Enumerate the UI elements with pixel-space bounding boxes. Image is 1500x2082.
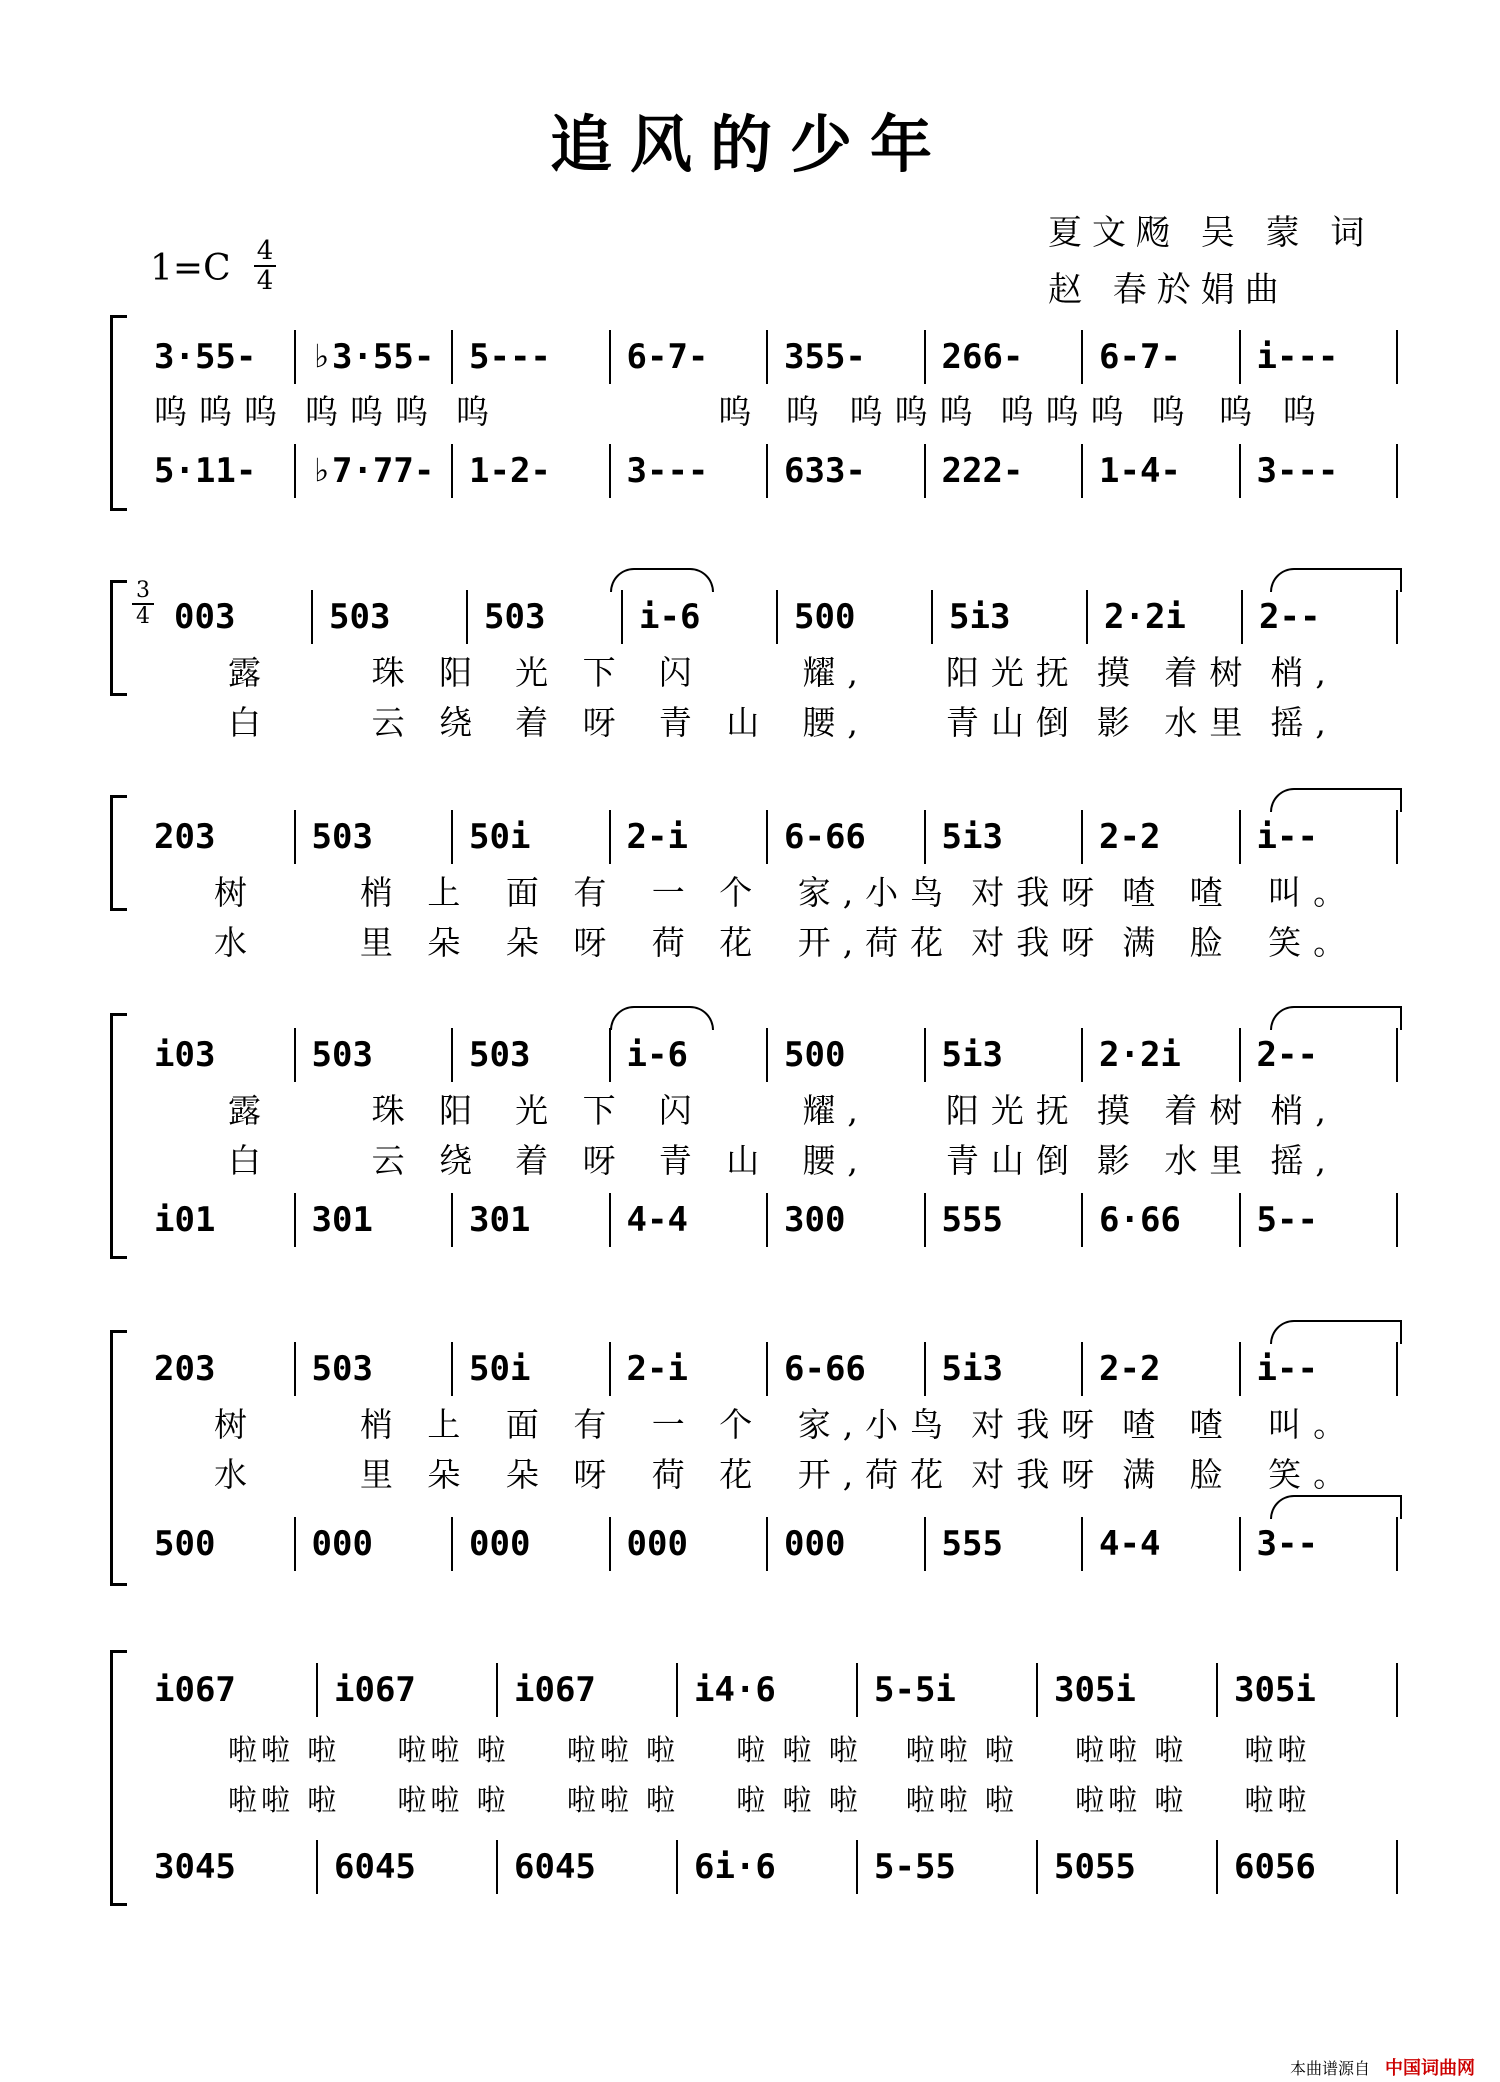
tie bbox=[1270, 788, 1402, 812]
measure: i067 bbox=[154, 1670, 236, 1710]
lyric: 树 bbox=[214, 1405, 259, 1444]
footer-site-link[interactable]: 中国词曲网 bbox=[1385, 2058, 1475, 2079]
measure: 3-- bbox=[1239, 1517, 1399, 1571]
slur bbox=[610, 1006, 714, 1030]
slur bbox=[610, 568, 714, 592]
lyric: 喳 喳 bbox=[1122, 873, 1235, 912]
measure: 5-55 bbox=[856, 1840, 1036, 1894]
measure: 3--- bbox=[1239, 444, 1399, 498]
lyric: 啦啦 啦 bbox=[397, 1733, 510, 1767]
lyric: 闪 bbox=[658, 653, 704, 692]
measure: 203 bbox=[154, 817, 216, 857]
lyric: 青 山 bbox=[658, 703, 772, 742]
lyric: 白 bbox=[228, 1141, 273, 1180]
lyric: 满 脸 bbox=[1122, 1455, 1235, 1494]
lyric: 面 有 bbox=[505, 1405, 619, 1444]
measure: 2-- bbox=[1241, 590, 1398, 644]
measure: 5·11- bbox=[154, 451, 257, 491]
lyric: 闪 bbox=[658, 1091, 704, 1130]
lyric: 光 下 bbox=[515, 1091, 628, 1130]
measure: 555 bbox=[924, 1517, 1082, 1571]
measure: 2·2i bbox=[1086, 590, 1241, 644]
measure: 6-7- bbox=[609, 330, 767, 384]
system-3-brace bbox=[110, 795, 127, 911]
measure: 555 bbox=[924, 1193, 1082, 1247]
lyric: 呜呜呜 bbox=[849, 392, 985, 431]
system-3-top-staff bbox=[138, 810, 1398, 864]
lyric: 摇, bbox=[1270, 1141, 1338, 1180]
lyric: 影 水里 bbox=[1096, 703, 1255, 742]
system-1-lyrics bbox=[138, 387, 1398, 437]
lyric: 一 个 bbox=[651, 873, 765, 912]
lyric: 喳 喳 bbox=[1122, 1405, 1235, 1444]
measure: 5i3 bbox=[924, 1028, 1082, 1082]
footer-source-label: 本曲谱源自 bbox=[1290, 2059, 1371, 2078]
lyric: 里 朵 bbox=[359, 1455, 473, 1494]
lyric: 树 bbox=[214, 873, 259, 912]
lyric: 荷 花 bbox=[651, 1455, 765, 1494]
lyric: 梢 上 bbox=[359, 1405, 473, 1444]
system-6-lyrics-verse-1 bbox=[138, 1725, 1398, 1775]
lyric: 啦啦 啦 bbox=[905, 1783, 1018, 1817]
lyric: 梢, bbox=[1270, 1091, 1338, 1130]
measure: 2-i bbox=[609, 810, 767, 864]
lyric: 水 bbox=[214, 1455, 259, 1494]
system-3-lyrics-verse-2 bbox=[138, 918, 1398, 968]
lyric: 呜 呜 bbox=[1151, 392, 1265, 431]
lyric: 朵 呀 bbox=[505, 1455, 619, 1494]
measure: i-6 bbox=[609, 1028, 767, 1082]
lyric: 啦啦 啦 bbox=[566, 1733, 680, 1767]
measure: i067 bbox=[316, 1663, 496, 1717]
lyric: 啦啦 啦 bbox=[397, 1783, 510, 1817]
system-5-bottom-staff bbox=[138, 1517, 1398, 1571]
system-6-lyrics-verse-2 bbox=[138, 1775, 1398, 1825]
measure: i01 bbox=[154, 1200, 216, 1240]
system-5-top-staff bbox=[138, 1342, 1398, 1396]
system-4-lyrics-verse-2 bbox=[138, 1136, 1398, 1186]
lyric: 露 bbox=[228, 1091, 273, 1130]
measure: 2-2 bbox=[1081, 1342, 1239, 1396]
measure: 5i3 bbox=[924, 810, 1082, 864]
measure: 4-4 bbox=[1081, 1517, 1239, 1571]
measure: 3·55- bbox=[154, 337, 257, 377]
system-2-brace bbox=[110, 580, 127, 696]
measure: 5055 bbox=[1036, 1840, 1216, 1894]
lyric: 阳光抚 bbox=[945, 653, 1081, 692]
lyric: 青 山 bbox=[658, 1141, 772, 1180]
lyric: 呜呜呜 bbox=[1000, 392, 1136, 431]
lyric: 耀, bbox=[802, 1091, 870, 1130]
lyric: 叫。 bbox=[1268, 873, 1359, 912]
system-2-top-staff bbox=[138, 590, 1398, 644]
measure: 5--- bbox=[451, 330, 609, 384]
lyric: 摸 着树 bbox=[1096, 653, 1255, 692]
measure: 2·2i bbox=[1081, 1028, 1239, 1082]
lyric: 呜呜呜 bbox=[154, 392, 289, 431]
measure: 633- bbox=[766, 444, 924, 498]
time-signature-3-4: 3 4 bbox=[130, 580, 156, 628]
measure: i-6 bbox=[621, 590, 776, 644]
measure: 2-2 bbox=[1081, 810, 1239, 864]
measure: 6·66 bbox=[1081, 1193, 1239, 1247]
lyric: 珠 阳 bbox=[371, 1091, 485, 1130]
system-4-top-staff bbox=[138, 1028, 1398, 1082]
lyric: 梢, bbox=[1270, 653, 1338, 692]
measure: 5-5i bbox=[856, 1663, 1036, 1717]
page-title: 追风的少年 bbox=[549, 108, 950, 181]
measure: i-- bbox=[1239, 810, 1399, 864]
lyric: 面 有 bbox=[505, 873, 619, 912]
system-5-brace bbox=[110, 1330, 127, 1586]
system-5-lyrics-verse-1 bbox=[138, 1400, 1398, 1450]
measure: 222- bbox=[924, 444, 1082, 498]
system-6-bottom-staff bbox=[138, 1840, 1398, 1894]
measure: 503 bbox=[294, 810, 452, 864]
lyricist-credit: 夏文飏 吴 蒙 词 bbox=[1048, 213, 1375, 253]
measure: 305i bbox=[1216, 1663, 1398, 1717]
lyric: 呜 呜 bbox=[718, 392, 831, 431]
measure: 000 bbox=[609, 1517, 767, 1571]
system-6-brace bbox=[110, 1650, 127, 1906]
system-3-lyrics-verse-1 bbox=[138, 868, 1398, 918]
system-2-lyrics-verse-2 bbox=[138, 698, 1398, 748]
lyric: 水 bbox=[214, 923, 259, 962]
measure: ♭7·77- bbox=[294, 444, 452, 498]
lyric: 影 水里 bbox=[1096, 1141, 1255, 1180]
measure: 1-4- bbox=[1081, 444, 1239, 498]
lyric: 珠 阳 bbox=[371, 653, 485, 692]
lyric: 啦啦 啦 bbox=[1075, 1783, 1188, 1817]
lyric: 对我呀 bbox=[971, 873, 1107, 912]
lyric bbox=[571, 387, 702, 437]
lyric: 腰, bbox=[802, 1141, 870, 1180]
lyric: 啦啦 啦 bbox=[228, 1733, 341, 1767]
tie bbox=[1270, 1320, 1402, 1344]
measure: 2-i bbox=[609, 1342, 767, 1396]
lyric: 耀, bbox=[802, 653, 870, 692]
lyric: 朵 呀 bbox=[505, 923, 619, 962]
measure: 50i bbox=[451, 1342, 609, 1396]
measure: 500 bbox=[154, 1524, 216, 1564]
system-5-lyrics-verse-2 bbox=[138, 1450, 1398, 1500]
measure: 5i3 bbox=[924, 1342, 1082, 1396]
lyric: 啦 啦 啦 bbox=[736, 1783, 862, 1817]
measure: 300 bbox=[766, 1193, 924, 1247]
lyric: 里 朵 bbox=[359, 923, 473, 962]
tie bbox=[1270, 1495, 1402, 1519]
system-6-top-staff bbox=[138, 1663, 1398, 1717]
measure: 003 bbox=[174, 597, 236, 637]
measure: 6056 bbox=[1216, 1840, 1398, 1894]
time-signature: 4 4 bbox=[250, 238, 280, 294]
lyric: 啦啦 啦 bbox=[1075, 1733, 1188, 1767]
lyric: 白 bbox=[228, 703, 273, 742]
lyric: 家,小鸟 bbox=[797, 1405, 956, 1444]
measure: 203 bbox=[154, 1349, 216, 1389]
lyric: 家,小鸟 bbox=[797, 873, 956, 912]
measure: 503 bbox=[451, 1028, 609, 1082]
lyric: 呜呜呜 bbox=[305, 392, 440, 431]
lyric: 摇, bbox=[1270, 703, 1338, 742]
measure: 000 bbox=[451, 1517, 609, 1571]
measure: 1-2- bbox=[451, 444, 609, 498]
lyric: 对我呀 bbox=[971, 923, 1107, 962]
measure: 305i bbox=[1036, 1663, 1216, 1717]
lyric: 着 呀 bbox=[515, 703, 628, 742]
lyric: 云 绕 bbox=[371, 703, 485, 742]
system-1-top-staff bbox=[138, 330, 1398, 384]
lyric: 开,荷花 bbox=[797, 923, 956, 962]
measure: 503 bbox=[294, 1028, 452, 1082]
lyric: 呜 bbox=[1282, 392, 1328, 431]
measure: 3045 bbox=[154, 1847, 236, 1887]
lyric: 对我呀 bbox=[971, 1455, 1107, 1494]
system-4-bottom-staff bbox=[138, 1193, 1398, 1247]
lyric: 摸 着树 bbox=[1096, 1091, 1255, 1130]
measure: 5-- bbox=[1239, 1193, 1399, 1247]
lyric: 啦啦 啦 bbox=[228, 1783, 341, 1817]
measure: 301 bbox=[294, 1193, 452, 1247]
measure: 6045 bbox=[496, 1840, 676, 1894]
measure: 301 bbox=[451, 1193, 609, 1247]
system-1-bottom-staff bbox=[138, 444, 1398, 498]
measure: 2-- bbox=[1239, 1028, 1399, 1082]
lyric: 腰, bbox=[802, 703, 870, 742]
key-signature: 1=C bbox=[150, 248, 231, 289]
system-2-lyrics-verse-1 bbox=[138, 648, 1398, 698]
lyric: 一 个 bbox=[651, 1405, 765, 1444]
measure: 6-66 bbox=[766, 1342, 924, 1396]
lyric: 叫。 bbox=[1268, 1405, 1359, 1444]
lyric: 啦 啦 啦 bbox=[736, 1733, 862, 1767]
composer-credit: 赵 春於娟曲 bbox=[1048, 270, 1289, 310]
measure: i4·6 bbox=[676, 1663, 856, 1717]
lyric: 满 脸 bbox=[1122, 923, 1235, 962]
lyric: 青山倒 bbox=[945, 703, 1081, 742]
lyric: 对我呀 bbox=[971, 1405, 1107, 1444]
measure: 355- bbox=[766, 330, 924, 384]
measure: 4-4 bbox=[609, 1193, 767, 1247]
measure: 6-7- bbox=[1081, 330, 1239, 384]
measure: 503 bbox=[311, 590, 466, 644]
lyric: 啦啦 啦 bbox=[566, 1783, 680, 1817]
measure: 50i bbox=[451, 810, 609, 864]
measure: 500 bbox=[766, 1028, 924, 1082]
lyric: 笑。 bbox=[1268, 1455, 1359, 1494]
lyric: 着 呀 bbox=[515, 1141, 628, 1180]
measure: 6045 bbox=[316, 1840, 496, 1894]
measure: 503 bbox=[466, 590, 621, 644]
system-4-brace bbox=[110, 1013, 127, 1259]
lyric: 啦啦 bbox=[1244, 1783, 1311, 1817]
measure: i-- bbox=[1239, 1342, 1399, 1396]
lyric: 露 bbox=[228, 653, 273, 692]
lyric: 青山倒 bbox=[945, 1141, 1081, 1180]
lyric: 荷 花 bbox=[651, 923, 765, 962]
system-1-brace bbox=[110, 315, 127, 511]
lyric: 梢 上 bbox=[359, 873, 473, 912]
lyric: 光 下 bbox=[515, 653, 628, 692]
lyric: 阳光抚 bbox=[945, 1091, 1081, 1130]
lyric: 啦啦 bbox=[1244, 1733, 1311, 1767]
lyric: 呜 bbox=[456, 392, 501, 431]
measure: 266- bbox=[924, 330, 1082, 384]
lyric: 笑。 bbox=[1268, 923, 1359, 962]
system-4-lyrics-verse-1 bbox=[138, 1086, 1398, 1136]
measure: ♭3·55- bbox=[294, 330, 452, 384]
lyric: 云 绕 bbox=[371, 1141, 485, 1180]
measure: i03 bbox=[154, 1035, 216, 1075]
lyric: 啦啦 啦 bbox=[905, 1733, 1018, 1767]
measure: 6i·6 bbox=[676, 1840, 856, 1894]
measure: 000 bbox=[766, 1517, 924, 1571]
measure: 000 bbox=[294, 1517, 452, 1571]
measure: 503 bbox=[294, 1342, 452, 1396]
lyric: 开,荷花 bbox=[797, 1455, 956, 1494]
tie bbox=[1270, 1006, 1402, 1030]
measure: i067 bbox=[496, 1663, 676, 1717]
measure: 5i3 bbox=[931, 590, 1086, 644]
measure: 3--- bbox=[609, 444, 767, 498]
tie bbox=[1270, 568, 1402, 592]
measure: 500 bbox=[776, 590, 931, 644]
measure: i--- bbox=[1239, 330, 1399, 384]
measure: 6-66 bbox=[766, 810, 924, 864]
